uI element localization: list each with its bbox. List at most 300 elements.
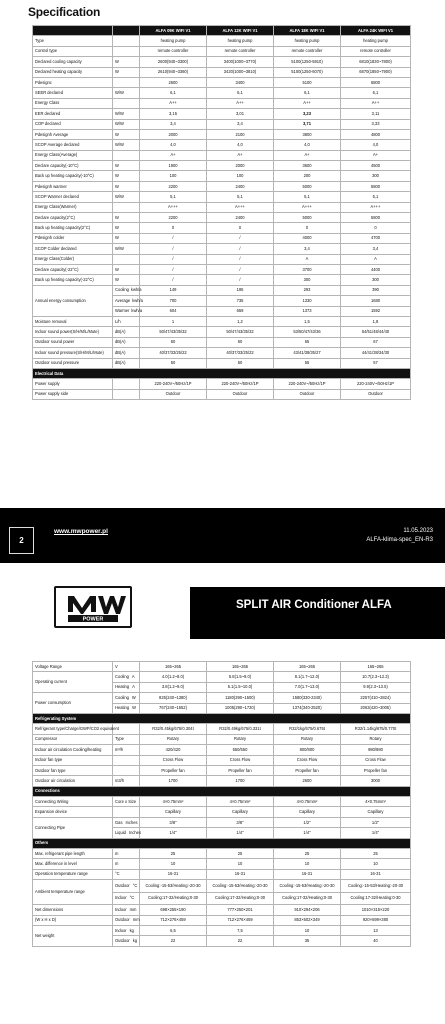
row-unit: °C xyxy=(129,895,135,901)
row-value: 5100(1250-5910) xyxy=(274,57,341,67)
row-value: 3,15 xyxy=(140,109,207,119)
row-value: 6810(1830~7800) xyxy=(341,57,411,67)
row-value: Rotary xyxy=(341,734,411,744)
row-value: 220-240V~/50Hz/1P xyxy=(207,379,274,389)
table-row xyxy=(33,150,411,160)
website-link[interactable]: www.mwpower.pl xyxy=(54,528,108,535)
table-row xyxy=(33,337,411,347)
row-value: 220-240V~/50Hz/1P xyxy=(140,379,207,389)
row-value: 1592 xyxy=(341,306,411,316)
row-value: / xyxy=(207,275,274,285)
row-value: ALFA 09K WIFI V1 xyxy=(140,26,207,36)
table-row xyxy=(33,807,411,817)
row-value: 40 xyxy=(341,936,411,946)
specification-table xyxy=(32,25,411,400)
row-value: 22 xyxy=(207,936,274,946)
row-value: Cross Flow xyxy=(207,755,274,765)
row-sublabel: Indoor xyxy=(115,927,127,933)
row-value: A xyxy=(274,254,341,264)
row-value: remote controller xyxy=(274,46,341,56)
row-unit xyxy=(113,36,140,46)
row-value: 3700 xyxy=(274,264,341,274)
row-label: Max. difference in level xyxy=(33,859,113,869)
row-value: / xyxy=(207,264,274,274)
row-label: Energy Class(Colder) xyxy=(33,254,113,264)
product-title-bar xyxy=(190,587,445,639)
row-value: 5,1 xyxy=(341,192,411,202)
section-refrigerating xyxy=(33,713,411,723)
row-unit xyxy=(113,150,140,160)
table-row xyxy=(33,57,411,67)
row-value: 55 xyxy=(274,358,341,368)
row-value: A++ xyxy=(341,98,411,108)
page-footer-band xyxy=(0,508,445,563)
row-value: 3,71 xyxy=(274,119,341,129)
row-value: 390 xyxy=(341,285,411,295)
row-value: 40/37/33/25/22 xyxy=(140,348,207,358)
row-value: 1180(290~1500) xyxy=(207,693,274,703)
row-value: 25 xyxy=(207,849,274,859)
svg-text:POWER: POWER xyxy=(82,616,104,623)
row-unit: kwh/a xyxy=(132,297,143,303)
table-row xyxy=(33,797,411,807)
section-electrical xyxy=(33,368,411,378)
row-sublabel: Gas xyxy=(115,819,123,825)
row-value: R32/0.49kg/675/0.331t xyxy=(207,724,274,734)
row-sublabel-unit xyxy=(113,817,140,827)
row-value: 165~265 xyxy=(207,662,274,672)
row-value: 43/41/38/35/27 xyxy=(274,348,341,358)
row-sublabel: Indoor xyxy=(115,906,127,912)
row-value: 65 xyxy=(274,337,341,347)
row-label: Declared cooling capacity xyxy=(33,57,113,67)
row-value: Capillary xyxy=(341,807,411,817)
row-unit: W xyxy=(113,129,140,139)
row-value: 300 xyxy=(341,275,411,285)
row-value: R32/0.45kg/675/0.304t xyxy=(140,724,207,734)
row-value: 3,4 xyxy=(207,119,274,129)
row-value: 1005(290~1720) xyxy=(207,703,274,713)
row-value: Capillary xyxy=(274,807,341,817)
row-unit: kg xyxy=(129,927,134,933)
row-value: 2600 xyxy=(274,776,341,786)
table-row xyxy=(33,67,411,77)
row-value: 853×602×349 xyxy=(274,915,341,925)
row-sublabel-unit xyxy=(113,672,140,682)
row-value: 735 xyxy=(207,296,274,306)
row-value: 4000 xyxy=(274,233,341,243)
row-value: 712×276×459 xyxy=(140,915,207,925)
row-value: 910×294×206 xyxy=(274,905,341,915)
table-row xyxy=(33,859,411,869)
row-value: 1/4" xyxy=(207,828,274,838)
row-value: A+ xyxy=(274,150,341,160)
row-value: 2610(940~3360) xyxy=(140,67,207,77)
row-value: Outdoor xyxy=(207,389,274,399)
row-unit xyxy=(113,765,140,775)
row-value: 220-240V~/50Hz/1P xyxy=(274,379,341,389)
table-row xyxy=(33,327,411,337)
dimensions-row xyxy=(33,915,411,925)
row-value: Cooling:17-32/Heating:0-30 xyxy=(207,892,274,905)
row-value: 5100(1250-6070) xyxy=(274,67,341,77)
row-value: 0 xyxy=(140,223,207,233)
row-value: remote controller xyxy=(341,46,411,56)
row-value: 13 xyxy=(341,925,411,935)
row-label: SCOP Average declared xyxy=(33,140,113,150)
row-value: 3,4 xyxy=(140,119,207,129)
row-unit: m³/h xyxy=(113,745,140,755)
row-value: 3,4 xyxy=(341,244,411,254)
table-row xyxy=(33,745,411,755)
table-row xyxy=(33,161,411,171)
row-label: Energy Class(Warmer) xyxy=(33,202,113,212)
row-sublabel: Warmer xyxy=(115,308,130,314)
row-value: 22 xyxy=(140,936,207,946)
row-value: 10 xyxy=(140,859,207,869)
row-value: A++ xyxy=(140,98,207,108)
row-value: 1700 xyxy=(207,776,274,786)
table-row xyxy=(33,869,411,879)
row-value: / xyxy=(140,254,207,264)
row-value: A+++ xyxy=(274,202,341,212)
row-value: 6,1 xyxy=(341,88,411,98)
row-value: 300 xyxy=(341,171,411,181)
row-unit: W xyxy=(113,233,140,243)
row-unit: W xyxy=(113,213,140,223)
row-unit xyxy=(113,46,140,56)
document-date: 11.05.2023 xyxy=(403,528,433,534)
row-value: Capillary xyxy=(140,807,207,817)
row-sublabel-unit xyxy=(113,936,140,946)
row-value: 8.1(1.7~12.0) xyxy=(274,672,341,682)
row-value: 4800 xyxy=(341,129,411,139)
group-label: Annual energy consumption xyxy=(33,285,113,316)
row-value: 5,1 xyxy=(140,192,207,202)
row-sublabel: Cooling xyxy=(115,694,129,700)
row-sublabel: Average xyxy=(115,297,131,303)
row-label: Outdoor fan type xyxy=(33,765,113,775)
row-value: 1900 xyxy=(140,161,207,171)
row-label: Moisture removal xyxy=(33,316,113,326)
row-value: Cooling:-15-53/Heating:-20-30 xyxy=(341,880,411,893)
table-row xyxy=(33,755,411,765)
row-label: Declare capacity(-22°C) xyxy=(33,264,113,274)
table-row xyxy=(33,765,411,775)
table-row xyxy=(33,202,411,212)
row-value: 10 xyxy=(207,859,274,869)
row-value: 165~265 xyxy=(274,662,341,672)
row-unit: W/W xyxy=(113,140,140,150)
row-label: Declare capacity(2°C) xyxy=(33,213,113,223)
row-value: 1,8 xyxy=(341,316,411,326)
table-row xyxy=(33,223,411,233)
mw-power-logo-icon xyxy=(56,588,130,626)
table-row xyxy=(33,275,411,285)
row-value: / xyxy=(207,254,274,264)
row-value: 604 xyxy=(140,306,207,316)
row-unit: W xyxy=(132,705,136,711)
group-label: Ambient temperature range xyxy=(33,880,113,905)
row-unit: W/W xyxy=(113,109,140,119)
power-consumption-row xyxy=(33,693,411,703)
row-value: 5100 xyxy=(274,77,341,87)
row-value: heating pump xyxy=(274,36,341,46)
row-value: 10 xyxy=(274,859,341,869)
row-value: 9.9(2.3~13.5) xyxy=(341,682,411,692)
row-unit: Type xyxy=(113,734,140,744)
product-title: SPLIT AIR Conditioner ALFA xyxy=(236,599,392,611)
row-unit: mm xyxy=(129,906,137,912)
row-value: 53/50/47/43/36 xyxy=(274,327,341,337)
row-value: ALFA 24K WIFI V1 xyxy=(341,26,411,36)
group-label: Net weight xyxy=(33,925,113,946)
row-unit: W xyxy=(113,57,140,67)
section-connections xyxy=(33,786,411,796)
ambient-row xyxy=(33,880,411,893)
row-label: Voltage Range xyxy=(33,662,113,672)
row-value: 3/8" xyxy=(140,817,207,827)
row-unit xyxy=(113,254,140,264)
row-unit: W xyxy=(113,264,140,274)
row-value: 5000 xyxy=(274,181,341,191)
row-value: / xyxy=(140,264,207,274)
row-unit: W xyxy=(113,275,140,285)
row-value: 3420(1000~3810) xyxy=(207,67,274,77)
row-value: A+ xyxy=(341,150,411,160)
row-sublabel: Liquid xyxy=(115,829,126,835)
row-value: 3400(1000~3770) xyxy=(207,57,274,67)
row-unit xyxy=(113,807,140,817)
section-others xyxy=(33,838,411,848)
group-label: Operating current xyxy=(33,672,113,693)
row-label: Energy Class(Average) xyxy=(33,150,113,160)
group-label: Power consumption xyxy=(33,693,113,714)
row-value: 1680 xyxy=(341,296,411,306)
row-value: 100 xyxy=(207,171,274,181)
row-value: 50/47/43/35/32 xyxy=(207,327,274,337)
row-sublabel: Heating xyxy=(115,705,130,711)
table-row xyxy=(33,348,411,358)
row-label: Pdesignh Average xyxy=(33,129,113,139)
row-value: Cross Flow xyxy=(140,755,207,765)
row-value: 2100 xyxy=(207,129,274,139)
table-row xyxy=(33,36,411,46)
row-label: Indoor sound power(S/H/M/L/Mute) xyxy=(33,327,113,337)
row-value: 5800 xyxy=(341,181,411,191)
row-value: 3.8(1.2~9.0) xyxy=(140,682,207,692)
row-value: 2000 xyxy=(140,129,207,139)
row-value: 4×0.75mm² xyxy=(140,797,207,807)
row-unit: °C xyxy=(113,869,140,879)
row-value: Rotary xyxy=(207,734,274,744)
row-value: 920×699×380 xyxy=(341,915,411,925)
row-value: 1 xyxy=(140,316,207,326)
row-unit: m xyxy=(113,849,140,859)
row-sublabel: Indoor xyxy=(115,895,127,901)
row-label: Max. refrigerant pipe length xyxy=(33,849,113,859)
row-value: 195 xyxy=(207,285,274,295)
group-label: Net dimensions xyxy=(33,905,113,915)
table-row xyxy=(33,77,411,87)
row-value: 3600 xyxy=(274,161,341,171)
row-unit: dB(A) xyxy=(113,358,140,368)
row-value: 550/550 xyxy=(207,745,274,755)
row-value: 165~265 xyxy=(140,662,207,672)
row-value: 700 xyxy=(140,296,207,306)
row-sublabel-unit xyxy=(113,703,140,713)
row-unit: W xyxy=(131,694,136,700)
row-unit: W xyxy=(113,223,140,233)
row-label: Back up heating capacity(-10°C) xyxy=(33,171,113,181)
row-value: 6800 xyxy=(341,77,411,87)
row-value: 5,1 xyxy=(207,192,274,202)
row-value: 5800 xyxy=(341,213,411,223)
row-value: 4700 xyxy=(341,233,411,243)
table-row xyxy=(33,213,411,223)
row-value: Propeller fan xyxy=(207,765,274,775)
row-label: Outdoor sound power xyxy=(33,337,113,347)
row-value: 6,5 xyxy=(140,925,207,935)
row-unit xyxy=(113,77,140,87)
row-value: 50 xyxy=(140,358,207,368)
section-title: Others xyxy=(33,838,411,848)
table-row xyxy=(33,98,411,108)
row-label: SCOP Warmer declared xyxy=(33,192,113,202)
row-label: COP declared xyxy=(33,119,113,129)
row-value: 4500 xyxy=(341,161,411,171)
table-row xyxy=(33,244,411,254)
row-label: SEER declared xyxy=(33,88,113,98)
row-sublabel-unit xyxy=(113,880,140,893)
table-row xyxy=(33,358,411,368)
row-value: A+ xyxy=(207,150,274,160)
table-row xyxy=(33,171,411,181)
row-value: Rotary xyxy=(274,734,341,744)
row-value: Propeller fan xyxy=(140,765,207,775)
row-label: SCOP Colder declared xyxy=(33,244,113,254)
row-value: remote controller xyxy=(207,46,274,56)
row-label: Refrigerant type/Charge/GWP/CO2 equivalent xyxy=(33,724,113,734)
table-row xyxy=(33,129,411,139)
row-unit: A xyxy=(131,674,135,680)
row-value: 200 xyxy=(274,171,341,181)
row-value: / xyxy=(207,244,274,254)
row-value: 4×0.75mm² xyxy=(341,797,411,807)
row-value: 5.8(1.5~9.0) xyxy=(207,672,274,682)
row-value: / xyxy=(207,233,274,243)
group-label: Connecting Pipe xyxy=(33,817,113,838)
row-value: 4,0 xyxy=(341,140,411,150)
row-label: Pdesignh warmer xyxy=(33,181,113,191)
row-sublabel-unit xyxy=(113,828,140,838)
table-row xyxy=(33,119,411,129)
row-unit: kg xyxy=(132,938,138,944)
row-value: 1/4" xyxy=(140,828,207,838)
row-value: 7,5 xyxy=(207,925,274,935)
row-value: A+++ xyxy=(140,202,207,212)
row-label: Power supply side xyxy=(33,389,113,399)
row-unit: dB(A) xyxy=(113,337,140,347)
row-value: 1010×315×220 xyxy=(341,905,411,915)
table-row xyxy=(33,849,411,859)
table-row xyxy=(33,254,411,264)
row-label: Compressor xyxy=(33,734,113,744)
row-value: Cross Flow xyxy=(274,755,341,765)
row-value: 1373 xyxy=(274,306,341,316)
table-row xyxy=(33,46,411,56)
row-unit: W/W xyxy=(113,192,140,202)
row-label: Expansion device xyxy=(33,807,113,817)
row-value: A+++ xyxy=(207,202,274,212)
row-value: 2600(940~3300) xyxy=(140,57,207,67)
row-sublabel-unit xyxy=(113,296,143,306)
row-value: 3,33 xyxy=(341,119,411,129)
row-label: Indoor fan type xyxy=(33,755,113,765)
row-value: 300 xyxy=(274,275,341,285)
row-value: 4400 xyxy=(341,264,411,274)
row-value: 0 xyxy=(207,223,274,233)
row-value: 6870(1850~7900) xyxy=(341,67,411,77)
row-unit: m xyxy=(113,859,140,869)
row-sublabel: Outdoor xyxy=(115,882,130,888)
table-row xyxy=(33,734,411,744)
row-value: A+ xyxy=(140,150,207,160)
row-value: Cooling:-15-53/Heating:-20-30 xyxy=(140,880,207,893)
row-value: 10.7(2.3~12.3) xyxy=(341,672,411,682)
row-value: 1,5 xyxy=(274,316,341,326)
row-label: Declare capacity(-10°C) xyxy=(33,161,113,171)
row-value: Capillary xyxy=(207,807,274,817)
row-value: R32/1.14kg/675/0.770t xyxy=(341,724,411,734)
row-value: remote controller xyxy=(140,46,207,56)
row-label: Back up heating capacity(2°C) xyxy=(33,223,113,233)
row-value: A++ xyxy=(207,98,274,108)
row-value: 1/2" xyxy=(274,817,341,827)
row-sublabel-unit xyxy=(113,892,140,905)
row-value: 4×0.75mm² xyxy=(274,797,341,807)
row-value: 100 xyxy=(140,171,207,181)
row-label: EER declared xyxy=(33,109,113,119)
row-value: 25 xyxy=(140,849,207,859)
row-value: 60 xyxy=(207,337,274,347)
row-value: 44/41/38/34/30 xyxy=(341,348,411,358)
row-label: Outdoor sound pressure xyxy=(33,358,113,368)
row-value: R32/1kg/675/0.675t xyxy=(274,724,341,734)
row-value: / xyxy=(140,275,207,285)
row-sublabel: Heating xyxy=(115,684,130,690)
row-unit: kwh/a xyxy=(130,287,142,293)
row-value: 3,4 xyxy=(274,244,341,254)
row-unit xyxy=(113,389,140,399)
row-value: 1700 xyxy=(140,776,207,786)
row-value: 25 xyxy=(274,849,341,859)
table-row xyxy=(33,724,411,734)
row-unit: V xyxy=(113,662,140,672)
row-value: 149 xyxy=(140,285,207,295)
row-label: Pdesignh colder xyxy=(33,233,113,243)
row-value: ALFA 18K WIFI V1 xyxy=(274,26,341,36)
section-title: Connections xyxy=(33,786,411,796)
annual-consumption-row xyxy=(33,285,411,295)
row-label: Back up heating capacity(-22°C) xyxy=(33,275,113,285)
row-value: 825(240~1380) xyxy=(140,693,207,703)
group-label: (W x H x D) xyxy=(33,915,113,925)
row-value: 777×250×201 xyxy=(207,905,274,915)
row-value: 10 xyxy=(274,925,341,935)
row-value: Cooling:17-32/Heating:0-30 xyxy=(274,892,341,905)
table-row xyxy=(33,264,411,274)
